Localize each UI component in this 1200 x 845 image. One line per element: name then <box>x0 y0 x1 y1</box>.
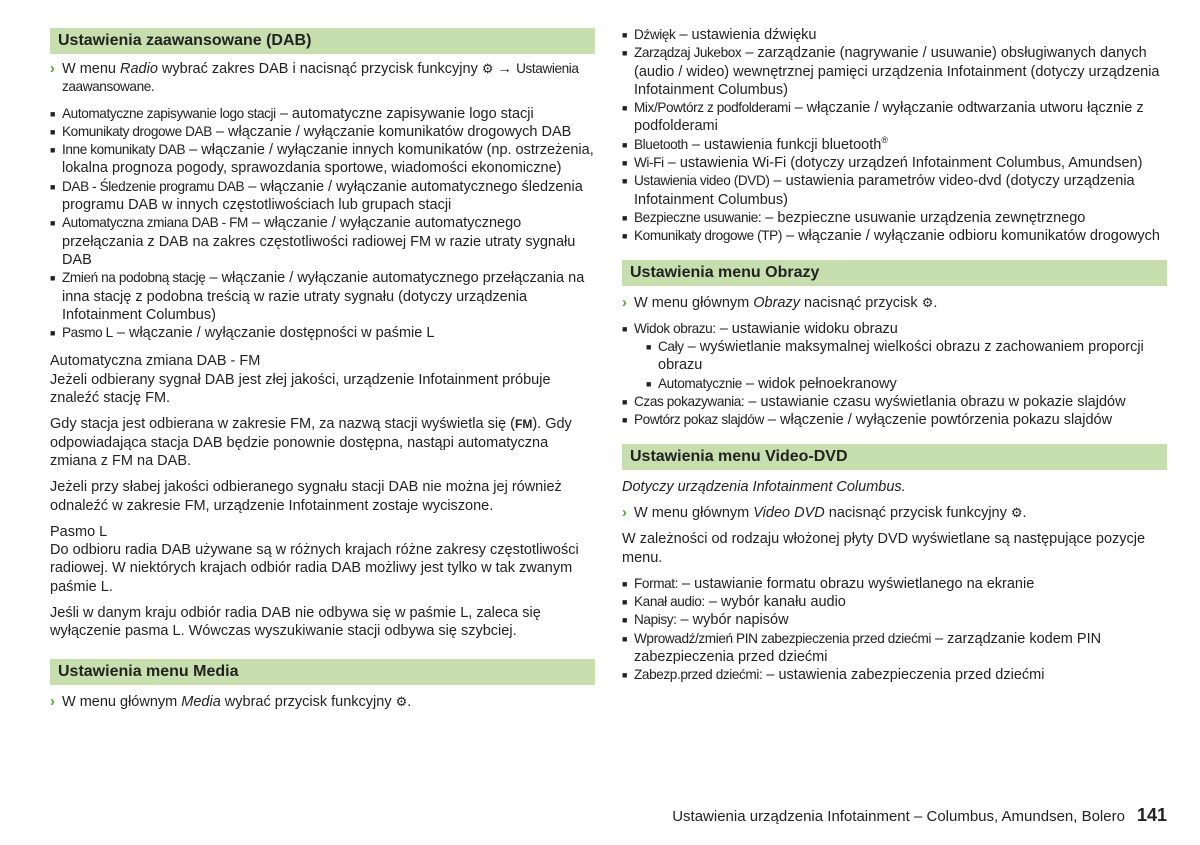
paragraph: Gdy stacja jest odbierana w zakresie FM, za nazwą stacji wyświetla się (FM). Gdy odpowiadająca stacja DAB będzie ponownie dostępna, nastąpi automatyczna zmiana z FM na DAB. <box>50 416 572 469</box>
footer-chapter-title: Ustawienia urządzenia Infotainment – Columbus, Amundsen, Bolero <box>672 808 1125 825</box>
dvd-intro-instruction: › W menu głównym Video DVD nacisnąć przycisk funkcyjny ⚙. <box>622 504 1027 521</box>
left-column <box>50 28 595 711</box>
section-heading-dab-advanced: Ustawienia zaawansowane (DAB) <box>50 28 595 54</box>
list-item: ■ Powtórz pokaz slajdów – włączenie / wyłączenie powtórzenia pokazu slajdów <box>622 411 1167 429</box>
list-item: ■ Widok obrazu: – ustawianie widoku obrazu ■ Cały – wyświetlanie maksymalnej wielkości obrazu z zachowaniem proporcji obrazu ■ Automatycznie – widok pełnoekranowy <box>622 320 1167 393</box>
list-item: ■ Kanał audio: – wybór kanału audio <box>622 593 1167 611</box>
gear-icon: ⚙ <box>481 61 494 76</box>
list-item: ■ Automatyczne zapisywanie logo stacji – automatyczne zapisywanie logo stacji <box>50 105 595 123</box>
list-item: ■ Wprowadź/zmień PIN zabezpieczenia przed dziećmi – zarządzanie kodem PIN zabezpieczenia przed dziećmi <box>622 630 1167 667</box>
list-item: ■ Ustawienia video (DVD) – ustawienia parametrów video-dvd (dotyczy urządzenia Infotainment Columbus) <box>622 172 1167 209</box>
media-settings-list <box>622 26 1167 246</box>
dab-intro-instruction: › W menu Radio wybrać zakres DAB i nacisnąć przycisk funkcyjny ⚙ → Ustawienia zaawansowane. <box>50 61 579 95</box>
image-view-sublist <box>634 338 1167 393</box>
fm-indicator: FM <box>514 417 533 432</box>
menu-target: Ustawienia zaawansowane. <box>62 61 579 95</box>
images-settings-list <box>622 320 1167 430</box>
step-arrow-icon: › <box>50 61 55 77</box>
menu-name: Media <box>181 693 221 710</box>
section-heading-images: Ustawienia menu Obrazy <box>622 260 1167 286</box>
page-number: 141 <box>1136 805 1167 825</box>
paragraph: Jeżeli odbierany sygnał DAB jest złej jakości, urządzenie Infotainment próbuje znaleźć stację FM. <box>50 371 551 407</box>
gear-icon: ⚙ <box>921 294 934 310</box>
step-arrow-icon: › <box>622 294 627 311</box>
list-item: ■ Inne komunikaty DAB – włączanie / wyłączanie innych komunikatów (np. ostrzeżenia, lokalna prognoza pogody, sprawozdania sportowe, wiadomości ekonomiczne) <box>50 141 595 178</box>
list-item: ■ DAB - Śledzenie programu DAB – włączanie / wyłączanie automatycznego śledzenia programu DAB w innych częstotliwościach lub grupach stacji <box>50 178 595 215</box>
dvd-settings-list <box>622 575 1167 685</box>
media-intro-instruction: › W menu głównym Media wybrać przycisk funkcyjny ⚙. <box>50 693 412 710</box>
list-item: ■ Format: – ustawianie formatu obrazu wyświetlanego na ekranie <box>622 575 1167 593</box>
list-item: ■ Bezpieczne usuwanie: – bezpieczne usuwanie urządzenia zewnętrznego <box>622 209 1167 227</box>
list-item: ■ Komunikaty drogowe (TP) – włączanie / wyłączanie odbioru komunikatów drogowych <box>622 227 1167 245</box>
paragraph: Jeżeli przy słabej jakości odbieranego sygnału stacji DAB nie można jej również odnaleźć w zakresie FM, urządzenie Infotainment zostaje wyciszone. <box>50 479 562 514</box>
page-footer <box>560 806 1167 826</box>
list-item: ■ Cały – wyświetlanie maksymalnej wielkości obrazu z zachowaniem proporcji obrazu <box>646 338 1167 375</box>
list-item: ■ Napisy: – wybór napisów <box>622 611 1167 629</box>
list-item: ■ Pasmo L – włączanie / wyłączanie dostępności w paśmie L <box>50 324 595 342</box>
list-item: ■ Zmień na podobną stację – włączanie / wyłączanie automatycznego przełączania na inna stację z podobna treścią w razie utraty sygnału (dotyczy urządzenia Infotainment Columbus) <box>50 269 595 324</box>
list-item: ■ Zabezp.przed dziećmi: – ustawienia zabezpieczenia przed dziećmi <box>622 666 1167 684</box>
menu-name: Radio <box>120 61 158 77</box>
list-item: ■ Mix/Powtórz z podfolderami – włączanie / wyłączanie odtwarzania utworu łącznie z podfolderami <box>622 99 1167 136</box>
applicability-note: Dotyczy urządzenia Infotainment Columbus. <box>622 478 906 495</box>
list-item: ■ Zarządzaj Jukebox – zarządzanie (nagrywanie / usuwanie) obsługiwanych danych (audio / wideo) wewnętrznej pamięci urządzenia Infotainment (dotyczy urządzenia Infotainment Columbus) <box>622 44 1167 99</box>
paragraph: Do odbioru radia DAB używane są w różnych krajach różne zakresy częstotliwości radiowej. W niektórych krajach odbiór radia DAB możliwy jest tylko w tak zwanym paśmie L. <box>50 542 579 595</box>
subheading-band-l: Pasmo L <box>50 523 108 540</box>
gear-icon: ⚙ <box>1010 504 1023 520</box>
step-arrow-icon: › <box>622 504 627 521</box>
list-item: ■ Bluetooth – ustawienia funkcji bluetooth® <box>622 136 1167 154</box>
images-intro-instruction: › W menu głównym Obrazy nacisnąć przycisk ⚙. <box>622 294 938 311</box>
list-item: ■ Automatyczna zmiana DAB - FM – włączanie / wyłączanie automatycznego przełączania z DAB na zakres częstotliwości radiowej FM w razie utraty sygnału DAB <box>50 214 595 269</box>
registered-mark: ® <box>881 134 888 145</box>
subheading-auto-switch: Automatyczna zmiana DAB - FM <box>50 353 261 370</box>
menu-name: Video DVD <box>753 504 825 521</box>
list-item: ■ Wi-Fi – ustawienia Wi-Fi (dotyczy urządzeń Infotainment Columbus, Amundsen) <box>622 154 1167 172</box>
section-heading-media: Ustawienia menu Media <box>50 659 595 685</box>
paragraph: Jeśli w danym kraju odbiór radia DAB nie odbywa się w paśmie L, zaleca się wyłączenie pasma L. Wówczas wyszukiwanie stacji odbywa się szybciej. <box>50 605 541 640</box>
list-item: ■ Komunikaty drogowe DAB – włączanie / wyłączanie komunikatów drogowych DAB <box>50 123 595 141</box>
list-item: ■ Czas pokazywania: – ustawianie czasu wyświetlania obrazu w pokazie slajdów <box>622 393 1167 411</box>
list-item: ■ Dźwięk – ustawienia dźwięku <box>622 26 1167 44</box>
dab-settings-list <box>50 105 595 343</box>
gear-icon: ⚙ <box>395 693 408 709</box>
step-arrow-icon: › <box>50 693 55 710</box>
section-heading-video-dvd: Ustawienia menu Video-DVD <box>622 444 1167 470</box>
paragraph: W zależności od rodzaju włożonej płyty DVD wyświetlane są następujące pozycje menu. <box>622 531 1146 566</box>
menu-name: Obrazy <box>753 294 801 311</box>
list-item: ■ Automatycznie – widok pełnoekranowy <box>646 375 1167 393</box>
right-column <box>622 26 1167 685</box>
